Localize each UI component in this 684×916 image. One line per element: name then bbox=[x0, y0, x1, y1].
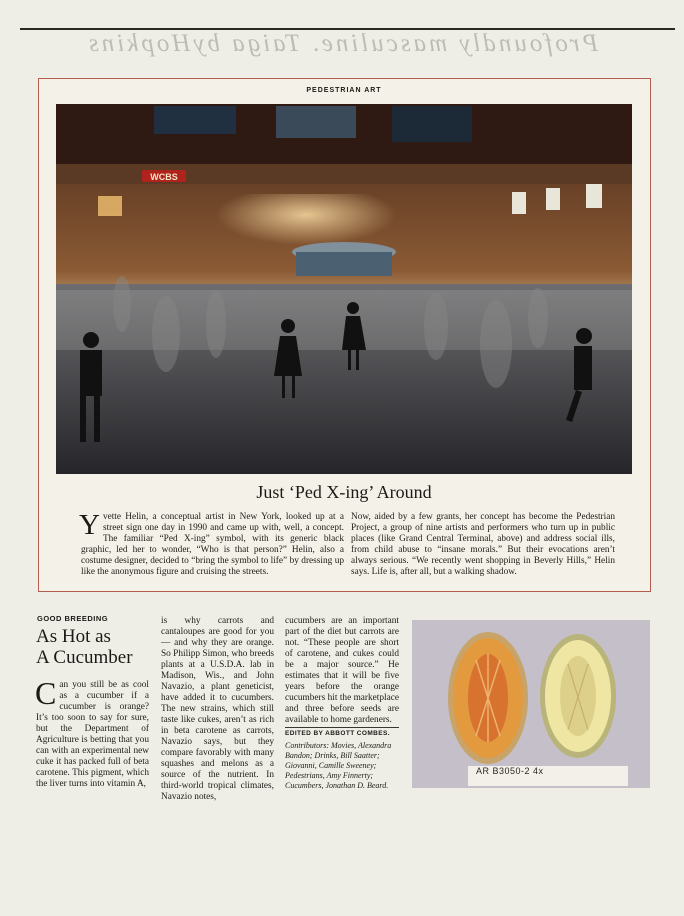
breeding-column-1 bbox=[35, 675, 149, 790]
breeding-column-1-text: an you still be as cool as a cucumber if a cucumber is orange? It’s too soon to say for sure, but the Department of Agriculture is betting that you can with an experimental new cuke it has packed full of beta carotene. This pigment, which the liver turns into vitamin A, bbox=[36, 680, 149, 789]
cucumber-photo bbox=[412, 620, 650, 788]
breeding-dropcap: C bbox=[35, 675, 57, 711]
specimen-label: AR B3050-2 4x bbox=[476, 766, 544, 776]
feature-kicker: PEDESTRIAN ART bbox=[306, 87, 382, 94]
wcbs-sign: WCBS bbox=[150, 172, 178, 182]
show-through-banner: Profoundly masculine. Taiga byHopkins bbox=[86, 30, 598, 57]
credits-rule bbox=[285, 727, 399, 728]
breeding-title bbox=[36, 626, 166, 668]
breeding-column-2: is why carrots and cantaloupes are good for you — and why they are orange. So Philipp Simon, who breeds plants at a U.S.D.A. lab in Madison, Wis., and John Navazio, a plant geneticist, have added it to cucumbers. The new strains, which still taste like cukes, aren’t as rich in beta carotene as carrots, Navazio says, but they compare favorably with many squashes and melons as a source of the nutrient. In third-world tropical climates, Navazio notes, bbox=[161, 616, 274, 802]
grand-central-photo bbox=[56, 104, 632, 474]
feature-body-right: Now, aided by a few grants, her concept has become the Pedestrian Project, a group of nine artists and performers who turn up in public places (like Grand Central Terminal, above) and address social ills, from child abuse to “insane morals.” But their evocations aren’t always serious. “We recently went shopping in Beverly Hills,” Helin says. Life is, after all, but a walking shadow. bbox=[351, 512, 615, 577]
breeding-column-3: cucumbers are an important part of the diet but carrots are not. “These people are short of carotene, and cukes could be a major source.” He estimates that it will be five years before the orange cucumbers hit the marketplace and three before seeds are available to home gardeners. bbox=[285, 616, 399, 725]
feature-body-left bbox=[79, 509, 344, 578]
feature-dropcap: Y bbox=[79, 509, 100, 541]
contributors-credits: Contributors: Movies, Alexandra Bandon; Drinks, Bill Saatter; Giovanni, Camille Sweeney; Pedestrians, Amy Finnerty; Cucumbers, Jonathan D. Beard. bbox=[285, 741, 392, 790]
breeding-title-line1: As Hot as bbox=[36, 626, 111, 647]
feature-body-left-text: vette Helin, a conceptual artist in New York, looked up at a street sign one day in 1990 and came up with, well, a concept. The familiar “Ped X-ing” symbol, with its generic black graphic, led her to wonder, “Who is that person?” Helin, also a costume designer, decided to “bring the symbol to life” by dressing up like the anonymous figure and cruising the streets. bbox=[81, 512, 344, 577]
edited-by: EDITED BY ABBOTT COMBES. bbox=[285, 730, 390, 737]
breeding-kicker: GOOD BREEDING bbox=[37, 614, 109, 623]
feature-headline: Just ‘Ped X-ing’ Around bbox=[256, 482, 432, 502]
breeding-title-line2: A Cucumber bbox=[36, 647, 133, 668]
